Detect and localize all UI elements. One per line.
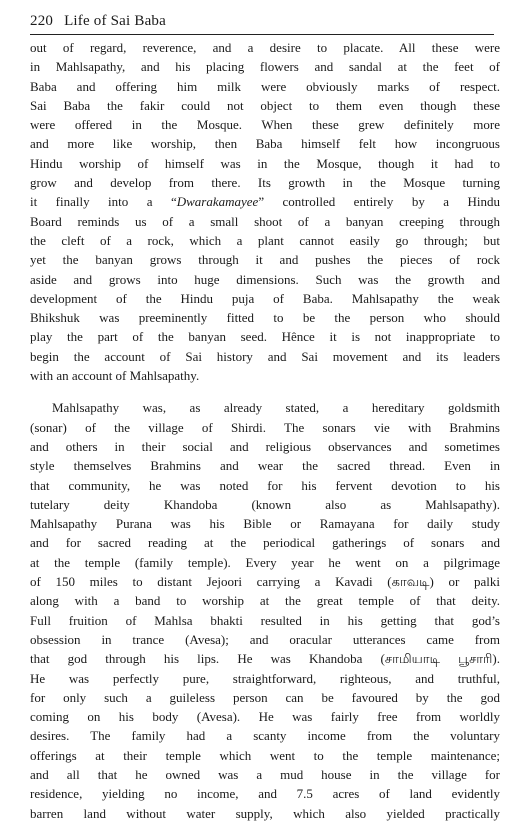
body-text	[30, 38, 500, 823]
text-line: were offered in the Mosque. When these grew definitely more	[30, 117, 500, 133]
text-line: and for sacred reading at the periodical gatherings of sonars and	[30, 535, 500, 551]
paragraph-1	[30, 38, 500, 385]
text-line: Mahlsapathy was, as already stated, a hereditary goldsmith	[52, 400, 500, 416]
text-line: for only such a guileless person can be favoured by the god	[30, 689, 500, 705]
text-line: with an account of Mahlsapathy.	[30, 368, 200, 384]
running-title: Life of Sai Baba	[64, 13, 166, 29]
text-line: Mahlsapathy Purana was his Bible or Ramayana for daily study	[30, 516, 500, 532]
text-line: the cleft of a rock, which a plant cannot easily go through; but	[30, 232, 500, 248]
text-line: play the part of the banyan seed. Hênce it is not inappropriate to	[30, 329, 500, 345]
text-line: aside and grows into huge dimensions. Such was the growth and	[30, 271, 500, 287]
text-line: coming on his body (Avesa). He was fairly free from worldly	[30, 709, 500, 725]
text-line: style themselves Brahmins and wear the sacred thread. Even in	[30, 458, 500, 474]
text-line: and more like worship, then Baba himself felt how incongruous	[30, 136, 500, 152]
text-line: in Mahlsapathy, and his placing flowers and sandal at the feet of	[30, 59, 500, 75]
text-line: and others in their social and religious observances and sometimes	[30, 438, 500, 454]
text-line: tutelary deity Khandoba (known also as Mahlsapathy).	[30, 496, 500, 512]
text-line: He was perfectly pure, straightforward, righteous, and truthful,	[30, 670, 500, 686]
text-line: development of the Hindu puja of Baba. Mahlsapathy the weak	[30, 290, 500, 306]
text-line: barren land without water supply, which also yielded practically	[30, 805, 500, 821]
page-number: 220	[30, 13, 54, 29]
text-line: it finally into a “Dwarakamayee” controlled entirely by a Hindu	[30, 194, 500, 210]
text-line: at the temple (family temple). Every year he went on a pilgrimage	[30, 554, 500, 570]
text-line: Baba and offering him milk were obviously marks of respect.	[30, 78, 500, 94]
text-line: that god through his lips. He was Khandoba (சாமியாடி பூசாரி).	[30, 651, 500, 667]
text-line: begin the account of Sai history and Sai movement and its leaders	[30, 348, 500, 364]
text-line: yet the banyan grows through it and pushes the pieces of rock	[30, 252, 500, 268]
text-line: (sonar) of the village of Shirdi. The sonars vie with Brahmins	[30, 419, 500, 435]
text-line: Board reminds us of a small shoot of a banyan creeping through	[30, 213, 500, 229]
text-line: that community, he was noted for his fervent devotion to his	[30, 477, 500, 493]
running-head	[30, 12, 500, 30]
text-line: out of regard, reverence, and a desire to placate. All these were	[30, 40, 500, 55]
text-line: along with a band to worship at the great temple of that deity.	[30, 593, 500, 609]
text-line: and all that he owned was a mud house in the village for	[30, 766, 500, 782]
text-line: offerings at their temple which went to the temple maintenance;	[30, 747, 500, 763]
text-line: Bhikshuk was preeminently fitted to be the person who should	[30, 310, 500, 326]
text-line: desires. The family had a scanty income from the voluntary	[30, 728, 500, 744]
text-line: Hindu worship of himself was in the Mosque, though it had to	[30, 155, 500, 171]
text-line: of 150 miles to distant Jejoori carrying a Kavadi (காவடி) or palki	[30, 574, 500, 590]
text-line: obsession in trance (Avesa); and oracular utterances came from	[30, 631, 500, 647]
text-line: grow and develop from there. Its growth in the Mosque turning	[30, 175, 500, 191]
text-line: residence, yielding no income, and 7.5 acres of land evidently	[30, 786, 500, 802]
text-line: Sai Baba the fakir could not object to them even though these	[30, 97, 500, 113]
text-line: Full fruition of Mahlsa bhakti resulted in his getting that god’s	[30, 612, 500, 628]
paragraph-2	[30, 398, 500, 823]
header-rule	[30, 34, 494, 35]
